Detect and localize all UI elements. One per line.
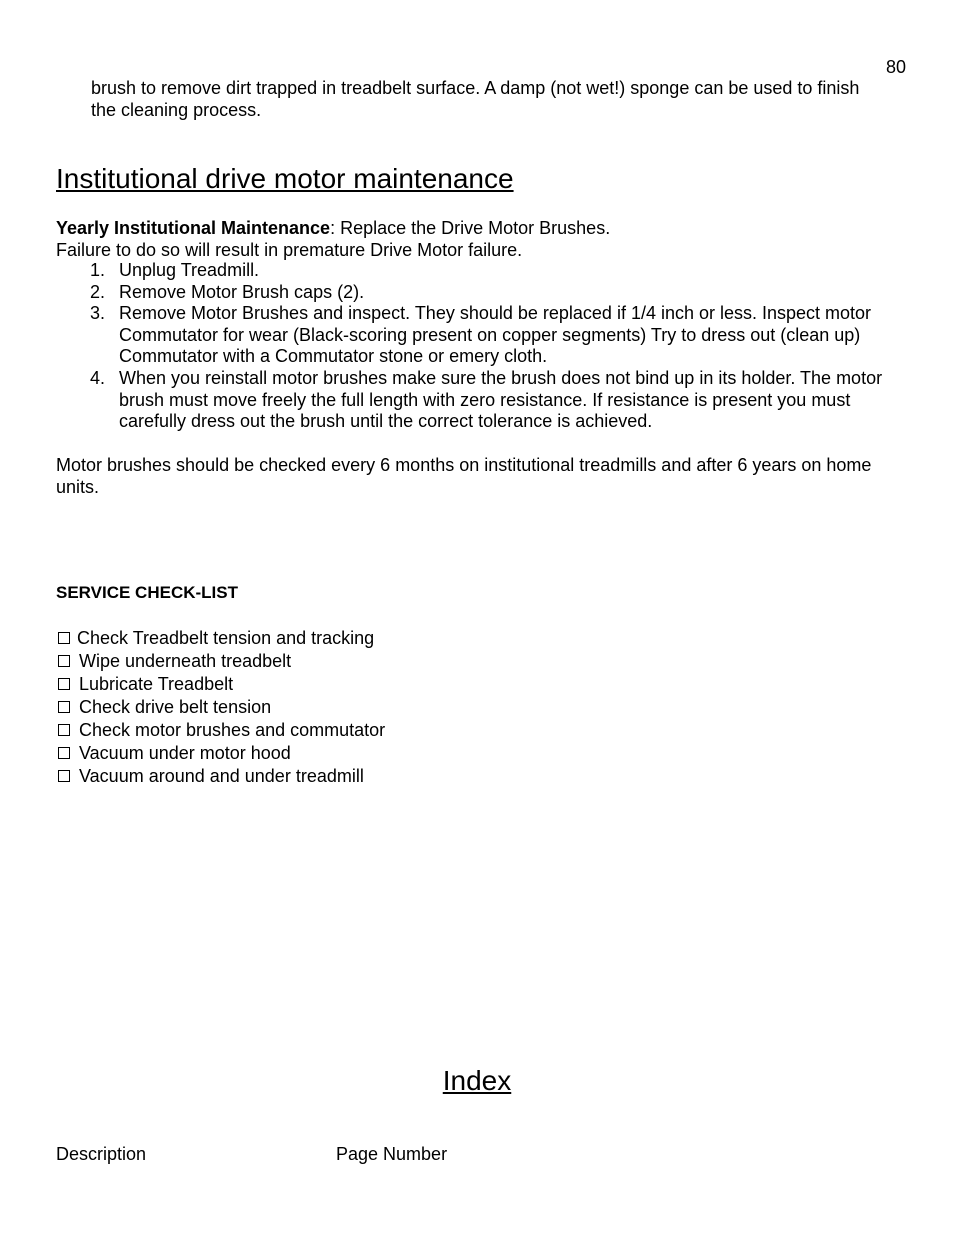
page-number: 80 [886,57,907,77]
checkbox-icon[interactable] [58,770,70,782]
step-item [56,282,896,304]
checklist-item-label: Vacuum under motor hood [79,743,291,763]
index-column-page-number: Page Number [336,1144,448,1164]
checklist-title: SERVICE CHECK-LIST [56,583,238,602]
checkbox-icon[interactable] [58,701,70,713]
step-item [56,368,896,433]
checklist-item-label: Check Treadbelt tension and tracking [77,628,375,648]
checkbox-icon[interactable] [58,747,70,759]
step-item [56,303,896,368]
maintenance-steps [56,260,896,433]
continued-paragraph: brush to remove dirt trapped in treadbelt surface. A damp (not wet!) sponge can be used to finish the cleaning process. [91,78,860,120]
checklist-item-label: Lubricate Treadbelt [79,674,234,694]
checkbox-icon[interactable] [58,678,70,690]
step-text: Unplug Treadmill. [119,260,260,280]
checkbox-icon[interactable] [58,632,70,644]
checklist-item-label: Check motor brushes and commutator [79,720,386,740]
step-number: 2. [90,281,106,302]
checklist-item[interactable] [56,650,385,673]
index-title: Index [442,1065,512,1096]
step-number: 4. [90,367,106,388]
checklist-item[interactable] [56,719,385,742]
checklist-item-label: Check drive belt tension [79,697,272,717]
checklist-item[interactable] [56,673,385,696]
section-title: Institutional drive motor maintenance [56,163,514,194]
checkbox-icon[interactable] [58,724,70,736]
checklist-item[interactable] [56,765,385,788]
checklist-item[interactable] [56,627,385,650]
checklist-item[interactable] [56,742,385,765]
step-number: 1. [90,260,106,280]
step-text: Remove Motor Brushes and inspect. They should be replaced if 1/4 inch or less. Inspect motor Commutator for wear (Black-scoring present on copper segments) Try to dress out (clean up) Commutator with a Commutator stone or emery cloth. [119,303,872,367]
intro-bold: Yearly Institutional Maintenance [56,218,331,238]
step-text: Remove Motor Brush caps (2). [119,281,365,302]
checklist-item[interactable] [56,696,385,719]
section-intro [56,217,896,261]
index-column-description: Description [56,1144,147,1164]
intro-line2: Failure to do so will result in premature Drive Motor failure. [56,240,523,260]
step-number: 3. [90,303,106,324]
step-item [56,260,896,282]
intro-rest: : Replace the Drive Motor Brushes. [330,218,611,238]
checkbox-icon[interactable] [58,655,70,667]
checklist-item-label: Wipe underneath treadbelt [79,651,292,671]
service-checklist [56,627,385,788]
checklist-item-label: Vacuum around and under treadmill [79,766,364,786]
brush-check-note: Motor brushes should be checked every 6 months on institutional treadmills and after 6 years on home units. [56,455,872,497]
step-text: When you reinstall motor brushes make sure the brush does not bind up in its holder. The motor brush must move freely the full length with zero resistance. If resistance is present you must carefully dress out the brush until the correct tolerance is achieved. [119,367,883,432]
